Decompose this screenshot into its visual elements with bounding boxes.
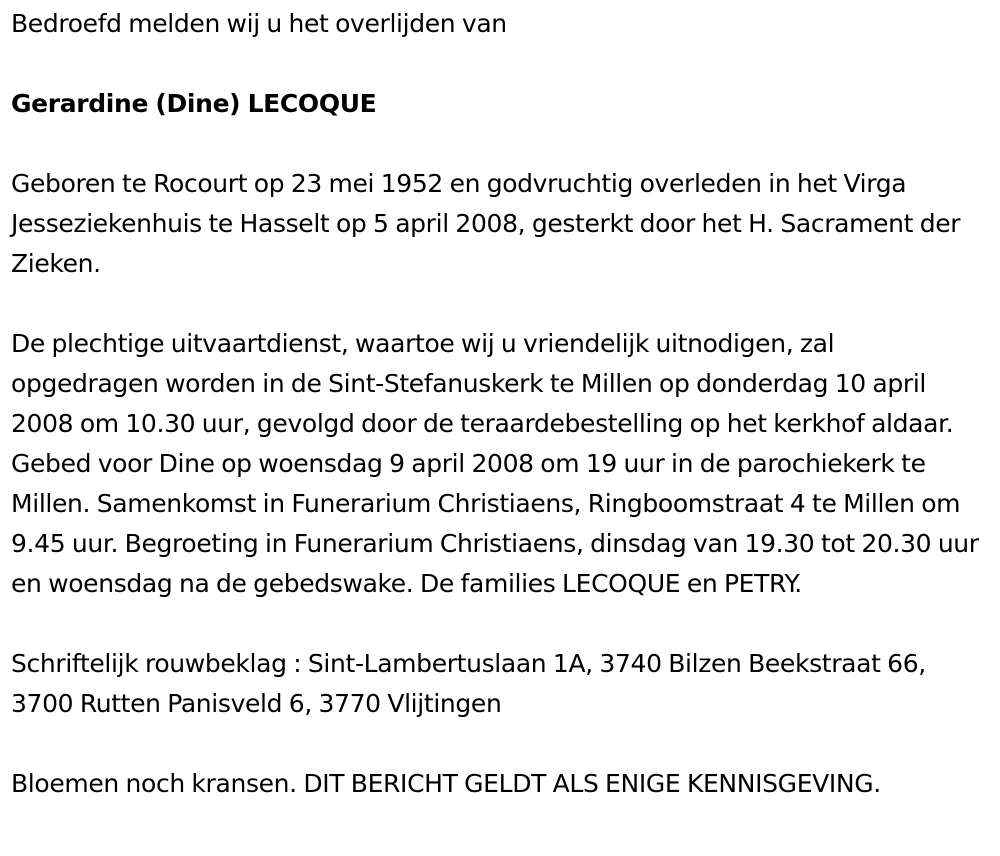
obituary-notice xyxy=(11,4,981,804)
intro-text: Bedroefd melden wij u het overlijden van xyxy=(11,9,507,38)
birth-death-paragraph: Geboren te Rocourt op 23 mei 1952 en godvruchtig overleden in het Virga Jesseziekenhuis te Hasselt op 5 april 2008, gesterkt door het H. Sacrament der Zieken. xyxy=(11,169,961,278)
deceased-name: Gerardine (Dine) LECOQUE xyxy=(11,89,377,118)
condolences-paragraph: Schriftelijk rouwbeklag : Sint-Lambertuslaan 1A, 3740 Bilzen Beekstraat 66, 3700 Rutten Panisveld 6, 3770 Vlijtingen xyxy=(11,649,926,718)
funeral-paragraph: De plechtige uitvaartdienst, waartoe wij u vriendelijk uitnodigen, zal opgedragen worden in de Sint-Stefanuskerk te Millen op donderdag 10 april 2008 om 10.30 uur, gevolgd door de teraardebestelling op het kerkhof aldaar. Gebed voor Dine op woensdag 9 april 2008 om 19 uur in de parochiekerk te Millen. Samenkomst in Funerarium Christiaens, Ringboomstraat 4 te Millen om 9.45 uur. Begroeting in Funerarium Christiaens, dinsdag van 19.30 tot 20.30 uur en woensdag na de gebedswake. De families LECOQUE en PETRY. xyxy=(11,329,979,598)
closing-paragraph: Bloemen noch kransen. DIT BERICHT GELDT ALS ENIGE KENNISGEVING. xyxy=(11,769,881,798)
